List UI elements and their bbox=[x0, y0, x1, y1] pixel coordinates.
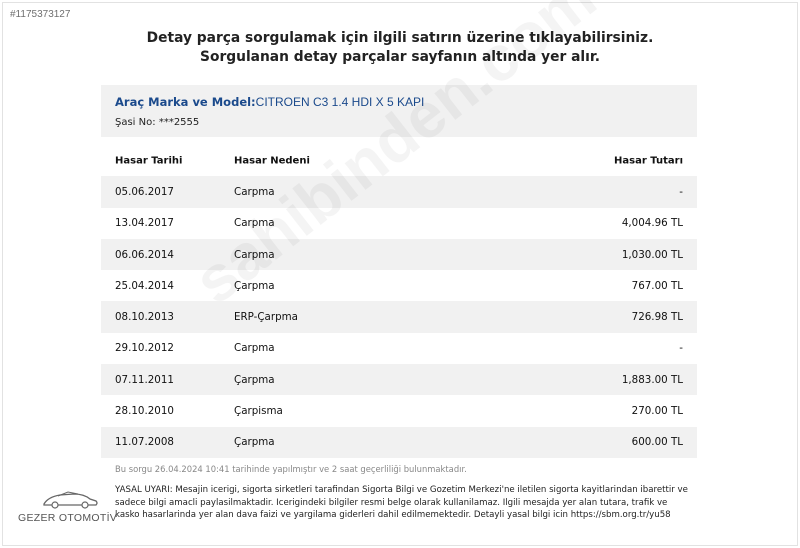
row-date: 06.06.2014 bbox=[115, 248, 174, 261]
table-row[interactable] bbox=[101, 239, 697, 270]
table-row[interactable] bbox=[101, 364, 697, 395]
row-reason: Çarpisma bbox=[234, 405, 283, 418]
row-date: 08.10.2013 bbox=[115, 311, 174, 324]
row-amount: 1,030.00 TL bbox=[621, 248, 683, 261]
row-date: 11.07.2008 bbox=[115, 436, 174, 449]
chassis-line bbox=[115, 117, 199, 128]
chassis-label: Şasi No: bbox=[115, 117, 156, 128]
row-amount: 1,883.00 TL bbox=[621, 373, 683, 386]
table-row[interactable] bbox=[101, 427, 697, 458]
row-reason: Çarpma bbox=[234, 373, 275, 386]
table-row[interactable] bbox=[101, 333, 697, 364]
page-heading: Detay parça sorgulamak için ilgili satırın üzerine tıklayabilirsiniz. Sorgulanan detay parçalar sayfanın altında yer alır. bbox=[146, 30, 654, 65]
row-reason: Carpma bbox=[234, 185, 275, 198]
table-header-row bbox=[101, 145, 697, 176]
row-amount: 767.00 TL bbox=[631, 279, 683, 292]
table-row[interactable] bbox=[101, 301, 697, 332]
vehicle-info-box bbox=[101, 85, 697, 137]
legal-warning: YASAL UYARI: Mesajin icerigi, sigorta sirketleri tarafindan Sigorta Bilgi ve Gozetim Merkezi'ne iletilen sigorta kayitlarindan ibarettir ve sadece bilgi amacli paylasilmaktadir. Icerigindeki bilgiler resmi belge olarak kullanilamaz. Ilgili mesajda yer alan tutara, trafik ve kasko hasarlarinda yer alan dava faizi ve yargilama giderleri dahil edilmemektedir. Detayli yasal bilgi icin https://sbm.org.tr/yu58 bbox=[115, 485, 688, 520]
row-amount: 270.00 TL bbox=[631, 405, 683, 418]
table-row[interactable] bbox=[101, 270, 697, 301]
table-row[interactable] bbox=[101, 176, 697, 207]
row-reason: Carpma bbox=[234, 248, 275, 261]
header-amount: Hasar Tutarı bbox=[614, 155, 683, 167]
vehicle-model-line bbox=[115, 95, 424, 109]
header-date: Hasar Tarihi bbox=[115, 155, 183, 167]
damage-table bbox=[101, 145, 697, 458]
logo-text: GEZER OTOMOTİV bbox=[18, 512, 118, 524]
row-amount: - bbox=[679, 342, 683, 355]
row-date: 25.04.2014 bbox=[115, 279, 174, 292]
table-row[interactable] bbox=[101, 395, 697, 426]
table-row[interactable] bbox=[101, 208, 697, 239]
row-reason: Çarpma bbox=[234, 279, 275, 292]
row-date: 13.04.2017 bbox=[115, 217, 174, 230]
row-reason: Çarpma bbox=[234, 436, 275, 449]
row-date: 29.10.2012 bbox=[115, 342, 174, 355]
row-reason: Carpma bbox=[234, 342, 275, 355]
row-reason: ERP-Çarpma bbox=[234, 311, 298, 324]
row-date: 07.11.2011 bbox=[115, 373, 174, 386]
dealer-logo bbox=[18, 488, 128, 528]
reference-id: #1175373127 bbox=[10, 9, 71, 20]
vehicle-model-label: Araç Marka ve Model: bbox=[115, 95, 256, 109]
query-note: Bu sorgu 26.04.2024 10:41 tarihinde yapılmıştır ve 2 saat geçerliliği bulunmaktadır. bbox=[115, 464, 467, 474]
row-date: 05.06.2017 bbox=[115, 185, 174, 198]
vehicle-model-value: CITROEN C3 1.4 HDI X 5 KAPI bbox=[255, 95, 425, 109]
row-date: 28.10.2010 bbox=[115, 405, 174, 418]
row-reason: Carpma bbox=[234, 217, 275, 230]
row-amount: - bbox=[679, 185, 683, 198]
row-amount: 726.98 TL bbox=[631, 311, 683, 324]
header-reason: Hasar Nedeni bbox=[234, 155, 310, 167]
car-logo-icon bbox=[40, 488, 100, 510]
row-amount: 600.00 TL bbox=[631, 436, 683, 449]
row-amount: 4,004.96 TL bbox=[621, 217, 683, 230]
chassis-value: ***2555 bbox=[158, 117, 200, 128]
